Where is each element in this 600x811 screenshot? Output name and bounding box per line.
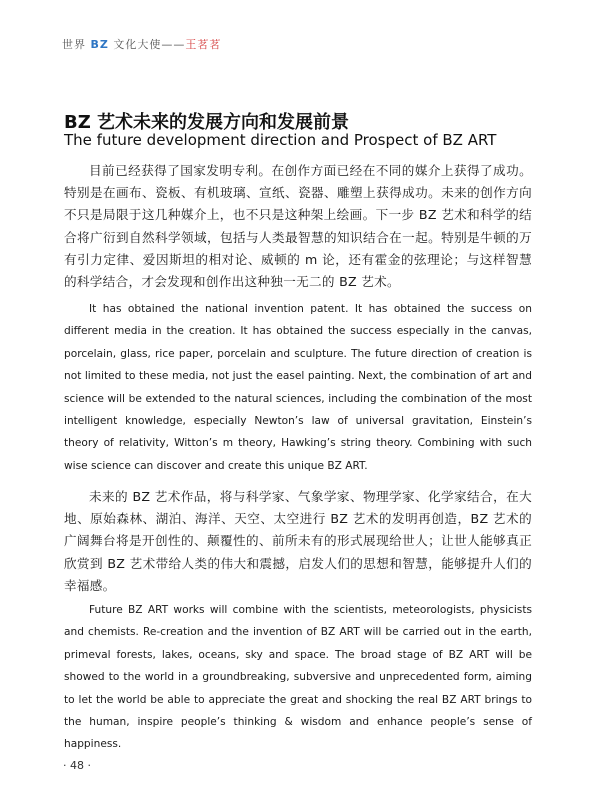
section-title-english: The future development direction and Prospect of BZ ART	[64, 131, 497, 149]
paragraph-english-2: Future BZ ART works will combine with the scientists, meteorologists, physicists and chemists. Re-creation and the invention of BZ ART will be carried out in the earth, primeval forests, lakes, oceans, sky and space. The broad stage of BZ ART will be showed to the world in a groundbreaking, subversive and unprecedented form, aiming to let the world be able to appreciate the great and shocking the real BZ ART brings to the human, inspire people’s thinking & wisdom and enhance people’s sense of happiness.	[64, 604, 532, 751]
section-title-chinese: BZ 艺术未来的发展方向和发展前景	[64, 112, 350, 133]
running-header	[62, 36, 221, 52]
header-prefix: 世界	[62, 38, 91, 51]
paragraph-chinese-2: 未来的 BZ 艺术作品，将与科学家、气象学家、物理学家、化学家结合，在大地、原始森林、湖泊、海洋、天空、太空进行 BZ 艺术的发明再创造，BZ 艺术的广阔舞台将是开创性的、颠覆性的、前所未有的形式展现给世人；让世人能够真正欣赏到 BZ 艺术带给人类的伟大和震撼，启发人们的思想和智慧，能够提升人们的幸福感。	[64, 489, 532, 593]
paragraph-chinese-1: 目前已经获得了国家发明专利。在创作方面已经在不同的媒介上获得了成功。特别是在画布、瓷板、有机玻璃、宣纸、瓷器、雕塑上获得成功。未来的创作方向不只是局限于这几种媒介上，也不只是这种架上绘画。下一步 BZ 艺术和科学的结合将广衍到自然科学领域，包括与人类最智慧的知识结合在一起。特别是牛顿的万有引力定律、爱因斯坦的相对论、威顿的 m 论，还有霍金的弦理论；与这样智慧的科学结合，才会发现和创作出这种独一无二的 BZ 艺术。	[64, 163, 532, 290]
header-brand: BZ	[90, 38, 109, 51]
paragraph-english-1: It has obtained the national invention patent. It has obtained the success on different media in the creation. It has obtained the success especially in the canvas, porcelain, glass, rice paper, porcelain and sculpture. The future direction of creation is not limited to these media, not just the easel painting. Next, the combination of art and science will be extended to the natural sciences, including the combination of the most intelligent knowledge, especially Newton’s law of universal gravitation, Einstein’s theory of relativity, Witton’s m theory, Hawking’s string theory. Combining with such wise science can discover and create this unique BZ ART.	[64, 303, 532, 472]
header-name: 王茗茗	[185, 38, 222, 51]
header-suffix: 文化大使——	[108, 38, 186, 51]
page-number: · 48 ·	[63, 759, 91, 772]
